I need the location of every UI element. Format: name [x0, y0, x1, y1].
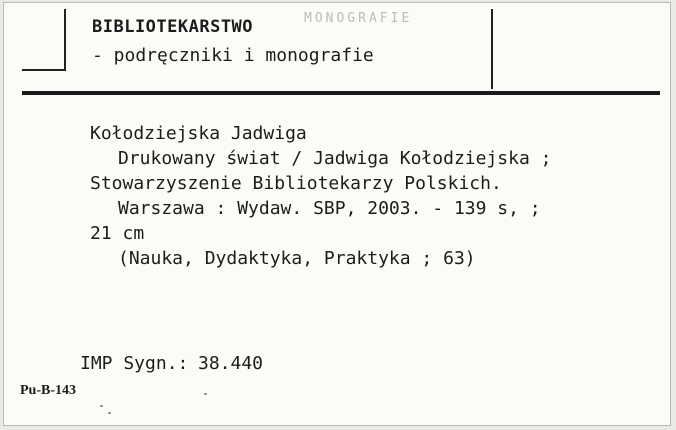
- paper-speck: [204, 393, 207, 395]
- paper-speck: [108, 412, 111, 414]
- series-line: (Nauka, Dydaktyka, Praktyka ; 63): [118, 248, 476, 269]
- header-title: BIBLIOTEKARSTWO: [92, 17, 254, 37]
- author-heading: Kołodziejska Jadwiga: [90, 123, 307, 144]
- publisher-line: Stowarzyszenie Bibliotekarzy Polskich.: [90, 173, 502, 194]
- header-subtitle: - podręczniki i monografie: [92, 45, 374, 66]
- catalog-card: [3, 2, 671, 426]
- imprint-line: Warszawa : Wydaw. SBP, 2003. - 139 s, ;: [118, 198, 541, 219]
- header-divider: [22, 91, 660, 95]
- corner-mark-horizontal: [22, 69, 66, 71]
- title-line: Drukowany świat / Jadwiga Kołodziejska ;: [118, 148, 552, 169]
- header-right-rule: [491, 9, 493, 89]
- signature-label: IMP Sygn.:: [80, 353, 189, 374]
- header-ghost-text: MONOGRAFIE: [304, 11, 413, 26]
- corner-mark-vertical: [64, 9, 66, 69]
- paper-speck: [100, 405, 103, 407]
- size-line: 21 cm: [90, 223, 145, 244]
- catalog-number: Pu-B-143: [20, 383, 76, 398]
- signature-value: 38.440: [198, 353, 264, 374]
